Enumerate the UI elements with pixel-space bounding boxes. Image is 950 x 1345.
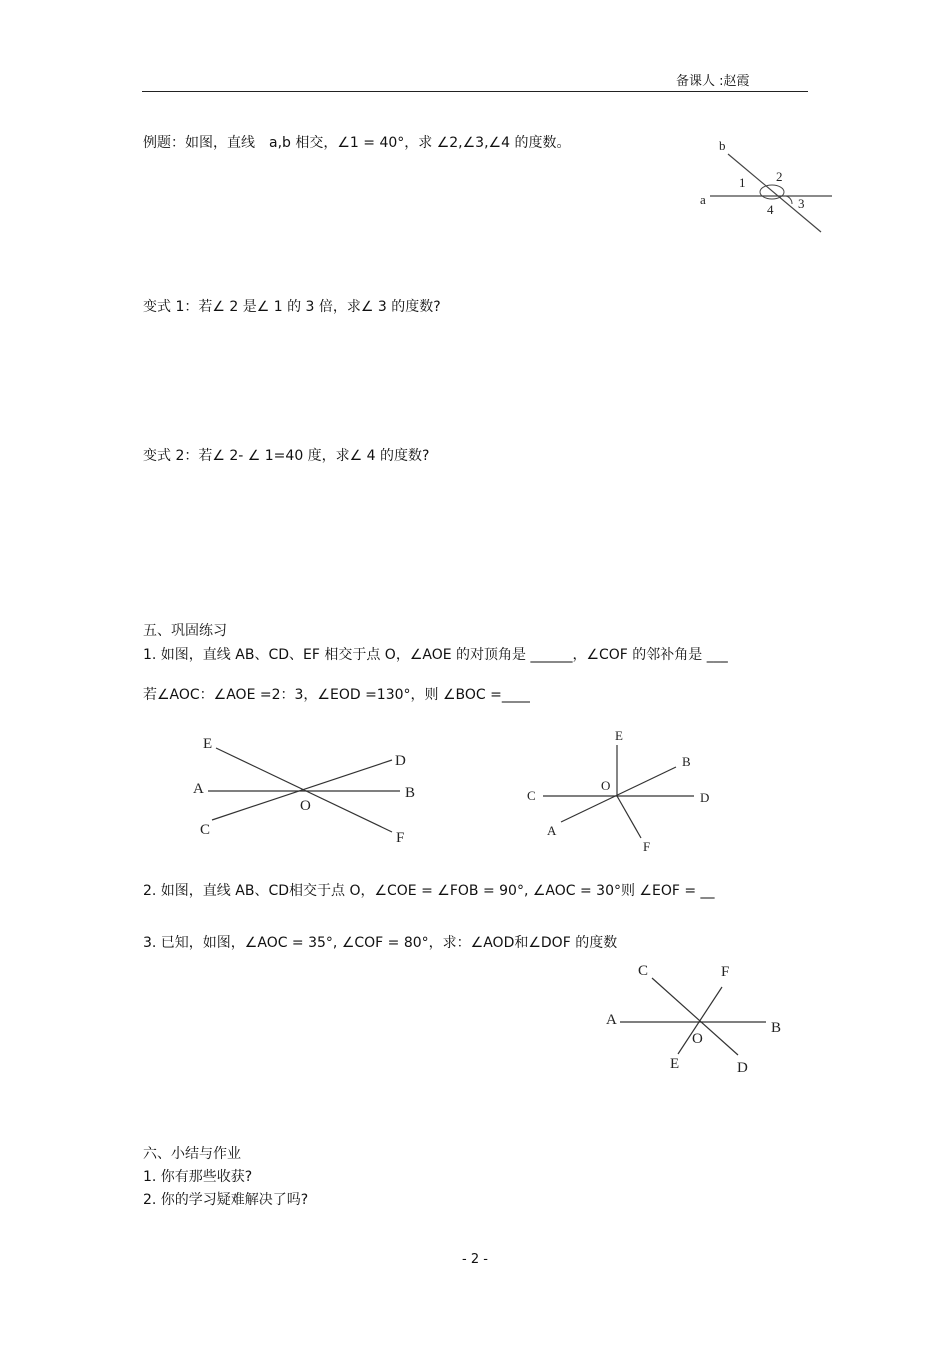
fig2-F: F xyxy=(643,839,651,854)
fig2-C: C xyxy=(527,788,536,803)
fig2-A: A xyxy=(547,823,557,838)
section6-item-1: 1. 你有那些收获? xyxy=(143,1169,253,1185)
section6-title: 六、小结与作业 xyxy=(143,1146,241,1162)
fig1-A: A xyxy=(193,781,204,797)
fig3-C: C xyxy=(638,963,649,979)
q1-line1: 1. 如图，直线 AB、CD、EF 相交于点 O，∠AOE 的对顶角是 ______，∠COF 的邻补角是 ___ xyxy=(143,647,728,663)
fig1-C: C xyxy=(200,822,211,838)
fig-label-a: a xyxy=(700,192,706,207)
fig3-A: A xyxy=(606,1012,617,1028)
q3: 3. 已知，如图，∠AOC = 35°, ∠COF = 80°，求：∠AOD和∠DOF 的度数 xyxy=(143,935,618,951)
q1-line2: 若∠AOC：∠AOE =2：3，∠EOD =130°，则 ∠BOC =____ xyxy=(143,687,530,703)
page-number: - 2 - xyxy=(462,1252,488,1267)
fig1-E: E xyxy=(203,736,213,752)
fig2-D: D xyxy=(700,790,710,805)
fig3-O: O xyxy=(692,1031,703,1047)
fig-label-2: 2 xyxy=(776,169,783,184)
fig-label-3: 3 xyxy=(798,196,805,211)
section5-title: 五、巩固练习 xyxy=(143,623,227,639)
fig1-B: B xyxy=(405,785,416,801)
fig-label-4: 4 xyxy=(767,202,774,217)
section6-item-2: 2. 你的学习疑难解决了吗? xyxy=(143,1192,309,1208)
fig3-E: E xyxy=(670,1056,680,1072)
fig3-F: F xyxy=(721,964,730,980)
variant-1: 变式 1：若∠ 2 是∠ 1 的 3 倍，求∠ 3 的度数? xyxy=(143,299,441,315)
fig2-B: B xyxy=(682,754,691,769)
fig3-D: D xyxy=(737,1060,748,1076)
fig-label-1: 1 xyxy=(739,175,746,190)
fig2-E: E xyxy=(615,728,623,743)
fig1-D: D xyxy=(395,753,406,769)
fig-label-b: b xyxy=(719,138,726,153)
example-question: 例题：如图，直线 a,b 相交，∠1 = 40°，求 ∠2,∠3,∠4 的度数。 xyxy=(143,135,571,151)
fig1-O: O xyxy=(300,798,311,814)
fig1-F: F xyxy=(396,830,405,846)
q2: 2. 如图，直线 AB、CD相交于点 O，∠COE = ∠FOB = 90°, ∠AOC = 30°则 ∠EOF = __ xyxy=(143,883,715,899)
preparer-label: 备课人 :赵霞 xyxy=(676,74,750,89)
variant-2: 变式 2：若∠ 2- ∠ 1=40 度，求∠ 4 的度数? xyxy=(143,448,430,464)
fig3-B: B xyxy=(771,1020,782,1036)
fig2-O: O xyxy=(601,778,611,793)
